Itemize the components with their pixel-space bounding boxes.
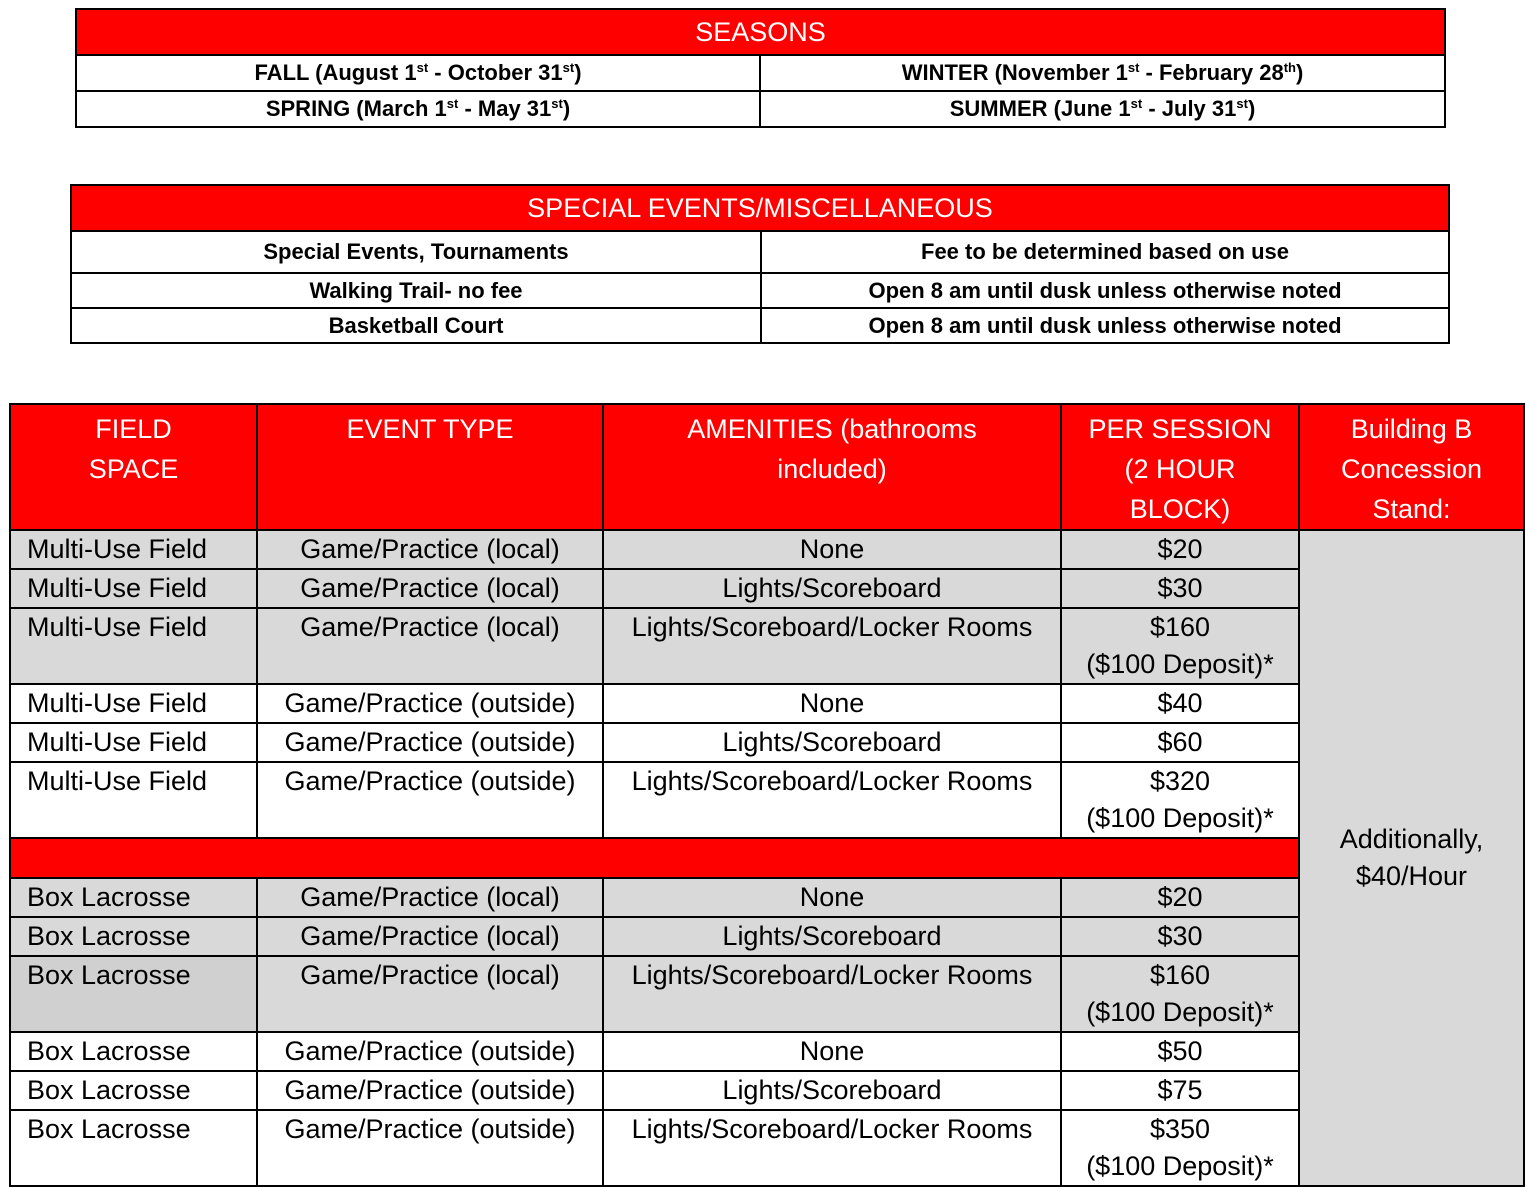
table-row <box>10 917 1524 956</box>
special-row-right: Open 8 am until dusk unless otherwise noted <box>761 308 1449 343</box>
cell-amenities: Lights/Scoreboard <box>603 917 1061 956</box>
special-events-table <box>70 184 1450 344</box>
cell-amenities: Lights/Scoreboard/Locker Rooms <box>603 608 1061 684</box>
cell-event: Game/Practice (outside) <box>257 684 603 723</box>
cell-event: Game/Practice (local) <box>257 956 603 1032</box>
table-row <box>10 530 1524 569</box>
cell-amenities: Lights/Scoreboard/Locker Rooms <box>603 762 1061 838</box>
seasons-title: SEASONS <box>76 9 1445 55</box>
cell-field: Box Lacrosse <box>10 956 257 1032</box>
table-row <box>10 878 1524 917</box>
cell-amenities: Lights/Scoreboard <box>603 1071 1061 1110</box>
cell-amenities: Lights/Scoreboard <box>603 569 1061 608</box>
table-row <box>10 1071 1524 1110</box>
special-row-left: Basketball Court <box>71 308 761 343</box>
special-row-left: Walking Trail- no fee <box>71 273 761 308</box>
table-row <box>10 1110 1524 1186</box>
cell-field: Box Lacrosse <box>10 878 257 917</box>
special-row-right: Open 8 am until dusk unless otherwise noted <box>761 273 1449 308</box>
table-row <box>10 569 1524 608</box>
cell-field: Box Lacrosse <box>10 917 257 956</box>
cell-field: Multi-Use Field <box>10 530 257 569</box>
cell-field: Box Lacrosse <box>10 1071 257 1110</box>
table-row <box>10 762 1524 838</box>
cell-field: Multi-Use Field <box>10 608 257 684</box>
cell-event: Game/Practice (outside) <box>257 762 603 838</box>
cell-event: Game/Practice (outside) <box>257 1032 603 1071</box>
cell-price: $160 ($100 Deposit)* <box>1061 956 1299 1032</box>
table-row <box>10 608 1524 684</box>
special-events-title: SPECIAL EVENTS/MISCELLANEOUS <box>71 185 1449 231</box>
fees-header-row <box>10 404 1524 530</box>
cell-field: Multi-Use Field <box>10 723 257 762</box>
cell-field: Box Lacrosse <box>10 1032 257 1071</box>
section-separator <box>10 838 1524 878</box>
header-amenities: AMENITIES (bathrooms included) <box>603 404 1061 530</box>
concession-fee: Additionally, $40/Hour <box>1299 530 1524 1186</box>
cell-event: Game/Practice (local) <box>257 878 603 917</box>
cell-price: $160 ($100 Deposit)* <box>1061 608 1299 684</box>
cell-event: Game/Practice (local) <box>257 569 603 608</box>
cell-amenities: None <box>603 878 1061 917</box>
cell-price: $20 <box>1061 878 1299 917</box>
season-summer: SUMMER (June 1st - July 31st) <box>760 91 1445 127</box>
table-row <box>10 956 1524 1032</box>
cell-price: $20 <box>1061 530 1299 569</box>
table-row <box>10 723 1524 762</box>
cell-event: Game/Practice (local) <box>257 530 603 569</box>
cell-field: Box Lacrosse <box>10 1110 257 1186</box>
cell-price: $320 ($100 Deposit)* <box>1061 762 1299 838</box>
cell-field: Multi-Use Field <box>10 762 257 838</box>
cell-amenities: None <box>603 1032 1061 1071</box>
cell-event: Game/Practice (local) <box>257 608 603 684</box>
season-spring: SPRING (March 1st - May 31st) <box>76 91 760 127</box>
header-concession: Building B Concession Stand: <box>1299 404 1524 530</box>
cell-event: Game/Practice (outside) <box>257 723 603 762</box>
cell-amenities: Lights/Scoreboard/Locker Rooms <box>603 956 1061 1032</box>
cell-event: Game/Practice (local) <box>257 917 603 956</box>
cell-price: $50 <box>1061 1032 1299 1071</box>
cell-price: $60 <box>1061 723 1299 762</box>
cell-amenities: None <box>603 684 1061 723</box>
cell-price: $30 <box>1061 569 1299 608</box>
seasons-table <box>75 8 1446 128</box>
season-fall: FALL (August 1st - October 31st) <box>76 55 760 91</box>
cell-price: $350 ($100 Deposit)* <box>1061 1110 1299 1186</box>
fees-table <box>9 403 1525 1187</box>
separator-bar <box>10 838 1299 878</box>
cell-price: $30 <box>1061 917 1299 956</box>
cell-amenities: Lights/Scoreboard <box>603 723 1061 762</box>
header-field-space: FIELD SPACE <box>10 404 257 530</box>
cell-field: Multi-Use Field <box>10 684 257 723</box>
cell-price: $40 <box>1061 684 1299 723</box>
season-winter: WINTER (November 1st - February 28th) <box>760 55 1445 91</box>
table-row <box>10 1032 1524 1071</box>
cell-amenities: Lights/Scoreboard/Locker Rooms <box>603 1110 1061 1186</box>
header-event-type: EVENT TYPE <box>257 404 603 530</box>
cell-field: Multi-Use Field <box>10 569 257 608</box>
special-row-right: Fee to be determined based on use <box>761 231 1449 273</box>
special-row-left: Special Events, Tournaments <box>71 231 761 273</box>
cell-event: Game/Practice (outside) <box>257 1071 603 1110</box>
cell-price: $75 <box>1061 1071 1299 1110</box>
cell-amenities: None <box>603 530 1061 569</box>
table-row <box>10 684 1524 723</box>
header-per-session: PER SESSION (2 HOUR BLOCK) <box>1061 404 1299 530</box>
cell-event: Game/Practice (outside) <box>257 1110 603 1186</box>
